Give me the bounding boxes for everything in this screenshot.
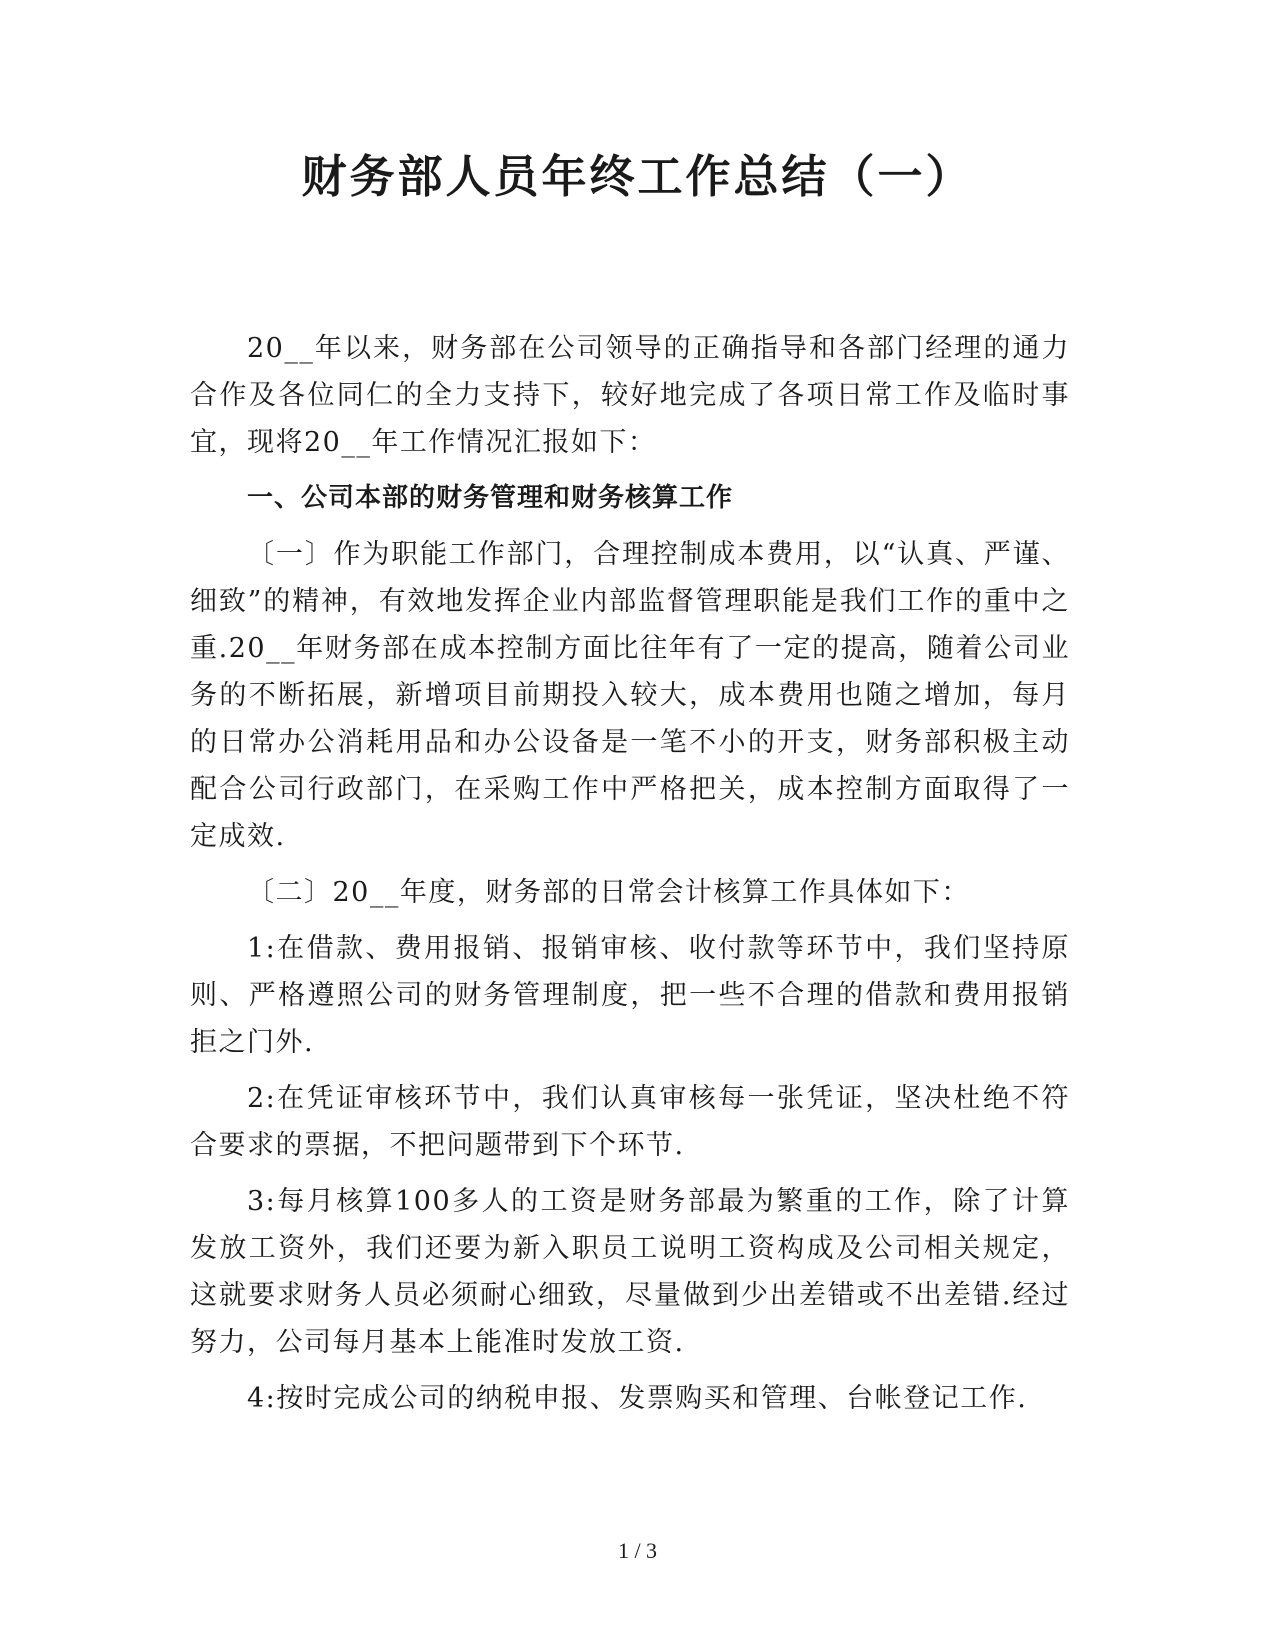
list-item-1: 1:在借款、费用报销、报销审核、收付款等环节中，我们坚持原则、严格遵照公司的财务管理制度，把一些不合理的借款和费用报销拒之门外. [190,933,1070,1058]
document-title: 财务部人员年终工作总结（一） [301,150,974,203]
section-heading: 一、公司本部的财务管理和财务核算工作 [247,483,734,513]
page-number: 1 / 3 [617,1538,658,1563]
list-item-4: 4:按时完成公司的纳税申报、发票购买和管理、台帐登记工作. [247,1383,1028,1414]
subsection-1-paragraph: 〔一〕作为职能工作部门，合理控制成本费用，以“认真、严谨、细致”的精神，有效地发挥企业内部监督管理职能是我们工作的重中之重.20__年财务部在成本控制方面比往年有了一定的提高，随着公司业务的不断拓展，新增项目前期投入较大，成本费用也随之增加，每月的日常办公消耗用品和办公设备是一笔不小的开支，财务部积极主动配合公司行政部门，在采购工作中严格把关，成本控制方面取得了一定成效. [190,539,1070,852]
document-body [190,325,1070,1431]
intro-paragraph: 20__年以来，财务部在公司领导的正确指导和各部门经理的通力合作及各位同仁的全力支持下，较好地完成了各项日常工作及临时事宜，现将20__年工作情况汇报如下： [190,333,1070,458]
list-item-3: 3:每月核算100多人的工资是财务部最为繁重的工作，除了计算发放工资外，我们还要为新入职员工说明工资构成及公司相关规定，这就要求财务人员必须耐心细致，尽量做到少出差错或不出差错.经过努力，公司每月基本上能准时发放工资. [190,1186,1070,1358]
list-item-2: 2:在凭证审核环节中，我们认真审核每一张凭证，坚决杜绝不符合要求的票据，不把问题带到下个环节. [190,1083,1070,1161]
subsection-2-paragraph: 〔二〕20__年度，财务部的日常会计核算工作具体如下： [247,877,970,908]
